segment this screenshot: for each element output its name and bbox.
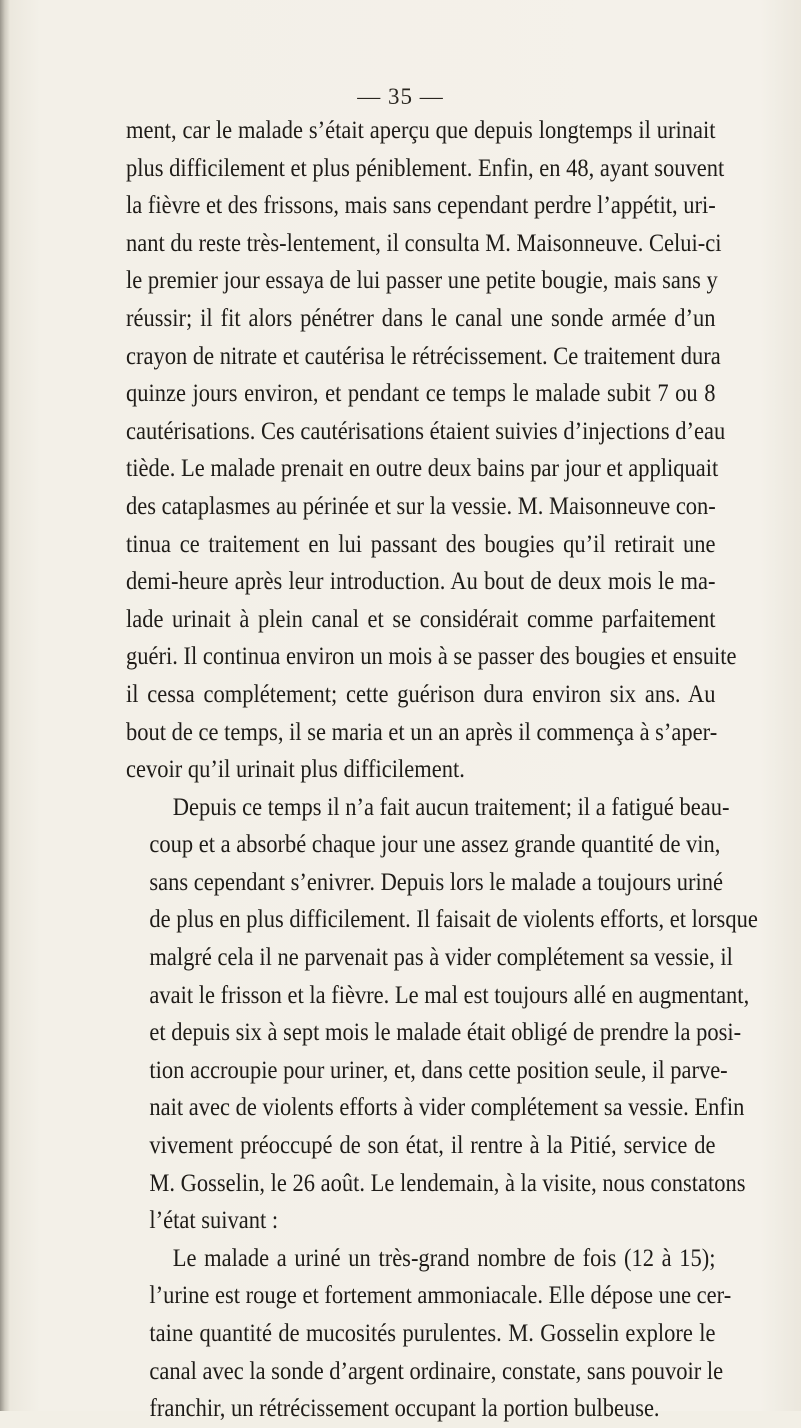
text-line: lade urinait à plein canal et se considérait comme parfaitement	[126, 605, 716, 633]
text-line: franchir, un rétrécissement occupant la portion bulbeuse.	[149, 1395, 660, 1423]
text-line: coup et a absorbé chaque jour une assez grande quantité de vin,	[149, 831, 721, 859]
text-line: malgré cela il ne parvenait pas à vider complétement sa vessie, il	[149, 944, 733, 972]
text-line: canal avec la sonde d’argent ordinaire, constate, sans pouvoir le	[149, 1357, 724, 1385]
text-line: de plus en plus difficilement. Il faisait de violents efforts, et lorsque	[149, 906, 758, 934]
page-number: — 35 —	[357, 84, 444, 109]
text-line: avait le frisson et la fièvre. Le mal est toujours allé en augmentant,	[149, 981, 750, 1009]
paragraph-1	[126, 112, 737, 789]
paragraph-3	[126, 1240, 732, 1428]
text-line: cautérisations. Ces cautérisations étaient suivies d’injections d’eau	[126, 417, 726, 445]
text-line: Le malade a uriné un très-grand nombre de fois (12 à 15);	[172, 1244, 716, 1272]
text-line: et depuis six à sept mois le malade était obligé de prendre la posi-	[149, 1019, 742, 1047]
text-line: ment, car le malade s’était aperçu que depuis longtemps il urinait	[126, 117, 716, 144]
text-line: tiède. Le malade prenait en outre deux bains par jour et appliquait	[126, 455, 719, 483]
binding-shadow	[0, 0, 10, 1411]
text-line: la fièvre et des frissons, mais sans cependant perdre l’appétit, uri-	[126, 192, 716, 220]
text-line: crayon de nitrate et cautérisa le rétrécissement. Ce traitement dura	[126, 342, 721, 370]
text-line: réussir; il fit alors pénétrer dans le canal une sonde armée d’un	[126, 304, 716, 332]
body-text	[126, 112, 758, 1428]
text-line: Depuis ce temps il n’a fait aucun traitement; il a fatigué beau-	[172, 793, 730, 821]
text-line: guéri. Il continua environ un mois à se passer des bougies et ensuite	[126, 643, 737, 671]
text-line: demi-heure après leur introduction. Au bout de deux mois le ma-	[126, 568, 716, 596]
text-line: sans cependant s’enivrer. Depuis lors le malade a toujours uriné	[149, 868, 723, 896]
text-line: il cessa complétement; cette guérison dura environ six ans. Au	[126, 680, 716, 708]
text-line: bout de ce temps, il se maria et un an après il commença à s’aper-	[126, 718, 718, 746]
text-line: quinze jours environ, et pendant ce temps le malade subit 7 ou 8	[126, 380, 716, 408]
text-line: tinua ce traitement en lui passant des bougies qu’il retirait une	[126, 530, 716, 558]
text-line: nait avec de violents efforts à vider complétement sa vessie. Enfin	[149, 1094, 745, 1122]
paragraph-2	[126, 789, 758, 1240]
text-line: l’état suivant :	[149, 1207, 279, 1235]
text-line: M. Gosselin, le 26 août. Le lendemain, à la visite, nous constatons	[149, 1169, 746, 1197]
text-line: cevoir qu’il urinait plus difficilement.	[126, 756, 465, 784]
text-line: l’urine est rouge et fortement ammoniacale. Elle dépose une cer-	[149, 1282, 732, 1310]
text-line: plus difficilement et plus péniblement. Enfin, en 48, ayant souvent	[126, 154, 725, 182]
text-line: tion accroupie pour uriner, et, dans cette position seule, il parve-	[149, 1056, 728, 1084]
text-line: vivement préoccupé de son état, il rentre à la Pitié, service de	[149, 1132, 716, 1160]
text-line: le premier jour essaya de lui passer une petite bougie, mais sans y	[126, 267, 718, 295]
text-line: taine quantité de mucosités purulentes. M. Gosselin explore le	[149, 1320, 716, 1347]
text-line: des cataplasmes au périnée et sur la vessie. M. Maisonneuve con-	[126, 492, 716, 520]
text-line: nant du reste très-lentement, il consulta M. Maisonneuve. Celui-ci	[126, 229, 722, 257]
